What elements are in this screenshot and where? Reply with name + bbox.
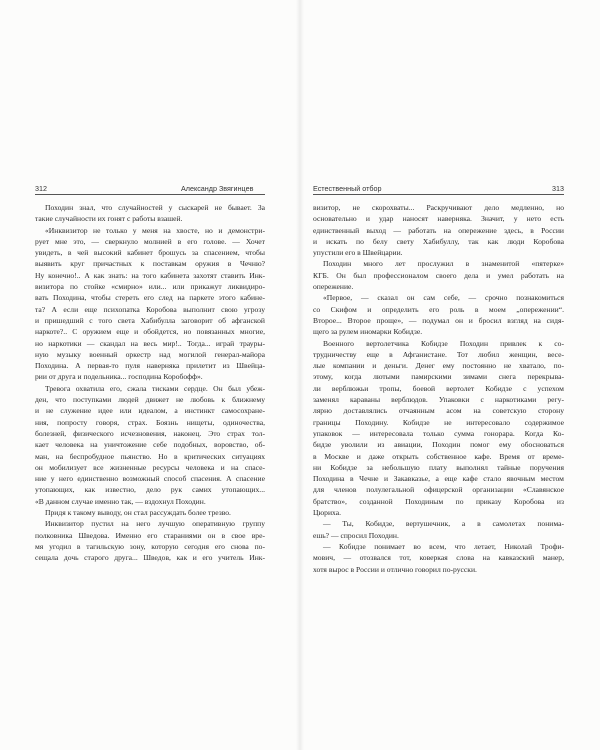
left-text-line: та? А если еще психопатка Коробова выполнит свою угрозу bbox=[35, 304, 265, 314]
right-text-line: ешь? — спросил Походин. bbox=[313, 530, 399, 540]
right-text-line: мович, — отозвался тот, коверкая слова на кавказский манер, bbox=[313, 553, 564, 563]
right-running-header: Естественный отбор bbox=[313, 184, 382, 193]
left-text-line: но наркотики — скандал на весь мир!.. Тогда... играй трауры- bbox=[35, 338, 265, 348]
left-text-line: и пришедший с того света Хабибулла заговорит об афганской bbox=[35, 315, 265, 325]
right-text-line: со Скифом и определить его роль в моем „опережении“. bbox=[313, 304, 564, 314]
left-text-line: рует мне это, — сверкнуло молнией в его голове. — Хочет bbox=[35, 236, 265, 246]
right-text-line: щего за рулем иномарки Кобидзе. bbox=[313, 327, 423, 337]
right-text-line: КГБ. Он был профессионалом своего дела и умел работать на bbox=[313, 270, 564, 280]
right-text-line: этому, когда лютыми памирскими зимами снега перекрыва- bbox=[313, 372, 564, 382]
right-text-line: Военного вертолетчика Кобидзе Походин привлек к со- bbox=[323, 338, 564, 348]
right-text-line: — Ты, Кобидзе, вертушечник, а в самолетах понима- bbox=[323, 519, 564, 529]
left-text-line: и не служение идее или идеалом, а инстинкт самосохране- bbox=[35, 406, 265, 416]
left-text-line: сещала дочь старого друга... Шведов, как и его учитель Инк- bbox=[35, 553, 265, 563]
right-text-line: визитор, не скорохваты... Раскручивают дело медленно, но bbox=[313, 203, 564, 212]
right-text-line: опережение. bbox=[313, 282, 354, 292]
right-text-line: братство», созданной Походиным по приказу Коробова из bbox=[313, 496, 564, 506]
left-text-line: увидеть, в чей высокий кабинет брошусь за спасением, чтобы bbox=[35, 248, 265, 258]
right-text-line: заменял караваны верблюдов. Упаковки с наркотиками регу- bbox=[313, 395, 564, 405]
left-text-line: полковника Шведова. Именно его стараниями он в свое вре- bbox=[35, 530, 265, 540]
left-text-line: ния, попросту говоря, страх. Боязнь нищеты, одиночества, bbox=[35, 417, 265, 427]
left-text-line: «Инквизитор не только у меня на хвосте, но и демонстри- bbox=[45, 225, 265, 235]
right-text-line: Цюриха. bbox=[313, 508, 341, 518]
left-text-line: болезней, физического исчезновения, наконец. Это страх тол- bbox=[35, 428, 265, 438]
right-text-line: ни Кобидзе за небольшую плату выполнял тайные поручения bbox=[313, 462, 564, 472]
left-page-text bbox=[35, 202, 265, 564]
left-text-line: мя угодил в тагильскую зону, которую сегодня его снова по- bbox=[35, 541, 265, 551]
left-text-line: ние у него единственно возможный способ спасения. А спасение bbox=[35, 474, 265, 484]
left-text-line: рии от друга и подельника... господина Коробофф». bbox=[35, 372, 203, 382]
right-text-line: — Кобидзе понимает во всем, что летает, Николай Трофи- bbox=[323, 541, 564, 551]
right-text-line: хотя вырос в России и отлично говорил по-русски. bbox=[313, 564, 477, 574]
right-text-line: лые компании и деньги. Денег ему постоянно не хватало, по- bbox=[313, 361, 564, 371]
left-header-rule bbox=[35, 194, 265, 195]
left-text-line: визитора по стойке «смирно» или... или прикажут ликвидиро- bbox=[35, 282, 265, 292]
right-text-line: единственный выход — работать на опережение здесь, в России bbox=[313, 225, 564, 235]
left-text-line: наркоте?.. С оружием еще и обойдется, но повязанных многие, bbox=[35, 327, 265, 337]
right-text-line: упаковок — интересовала только сумма гонорара. Когда Ко- bbox=[313, 428, 564, 438]
left-text-line: Тревога охватила его, сжала тисками сердце. Он был убеж- bbox=[45, 383, 265, 393]
left-text-line: ную музыку военный оркестр над могилой генерал-майора bbox=[35, 349, 265, 359]
right-header-rule bbox=[313, 194, 564, 195]
right-text-line: упустили его в Швейцарии. bbox=[313, 248, 403, 258]
left-text-line: он мобилизует все жизненные ресурсы человека и на спасе- bbox=[35, 462, 265, 472]
left-page-number: 312 bbox=[35, 184, 47, 193]
right-text-line: в Москве и даже открыть собственное кафе. Время от време- bbox=[313, 451, 564, 461]
left-text-line: ден, что поступками людей движет не любовь к ближнему bbox=[35, 395, 265, 405]
right-page-number: 313 bbox=[552, 184, 564, 193]
right-page-text bbox=[313, 202, 564, 575]
left-text-line: Походина. А первая-то пуля наверняка прилетит из Швейца- bbox=[35, 361, 265, 371]
right-text-line: ли верблюжьи тропы, боевой вертолет Кобидзе с успехом bbox=[313, 383, 564, 393]
right-text-line: Походина в Чечне и Закавказье, а еще кафе стало явочным местом bbox=[313, 474, 564, 484]
left-text-line: Походин знал, что случайностей у сыскарей не бывает. За bbox=[45, 203, 265, 212]
right-text-line: Второе... Второе проще», — подумал он и бросил взгляд на сидя- bbox=[313, 315, 564, 325]
right-text-line: лярно доставлялись отчаянным асом на советскую сторону bbox=[313, 406, 564, 416]
right-text-line: и искать по белу свету Хабибуллу, так как люди Коробова bbox=[313, 236, 564, 246]
left-text-line: утопающих, как известно, дело рук самих утопающих... bbox=[35, 485, 265, 495]
left-text-line: вать Походина, чтобы стереть его след на паркете этого кабине- bbox=[35, 293, 265, 303]
left-text-line: выявить круг причастных к поставкам оружия в Чечню? bbox=[35, 259, 265, 269]
right-text-line: бидзе уволили из авиации, Походин помог ему обосноваться bbox=[313, 440, 564, 450]
left-text-line: кает человека на уничтожение себе подобных, воровство, об- bbox=[35, 440, 265, 450]
left-text-line: ман, на беспробудное пьянство. Но в критических ситуациях bbox=[35, 451, 265, 461]
left-running-header: Александр Звягинцев bbox=[181, 184, 254, 193]
right-text-line: «Первое, — сказал он сам себе, — срочно познакомиться bbox=[323, 293, 564, 303]
right-text-line: основательно и удар наносят наверняка. Значит, у нето есть bbox=[313, 214, 564, 224]
right-text-line: границы Походину. Кобидзе не интересовало содержимое bbox=[313, 417, 564, 427]
left-text-line: Придя к такому выводу, он стал рассуждать более трезво. bbox=[45, 508, 231, 518]
left-text-line: Ну конечно!.. А как знать: на того кабинета захотят ставить Инк- bbox=[35, 270, 265, 280]
right-text-line: Походин много лет прослужил в знаменитой «пятерке» bbox=[323, 259, 564, 269]
left-text-line: «В данном случае именно так, — вздохнул Походин. bbox=[35, 496, 206, 506]
right-page bbox=[300, 0, 600, 750]
left-text-line: такие случайности их гонят с работы взашей. bbox=[35, 214, 183, 224]
right-text-line: для членов полулегальной офицерской организации «Славянское bbox=[313, 485, 564, 495]
right-text-line: трудничеству еще в Афганистане. Тот любил женщин, весе- bbox=[313, 349, 564, 359]
left-text-line: Инквизитор пустил на него лучшую оперативную группу bbox=[45, 519, 265, 529]
